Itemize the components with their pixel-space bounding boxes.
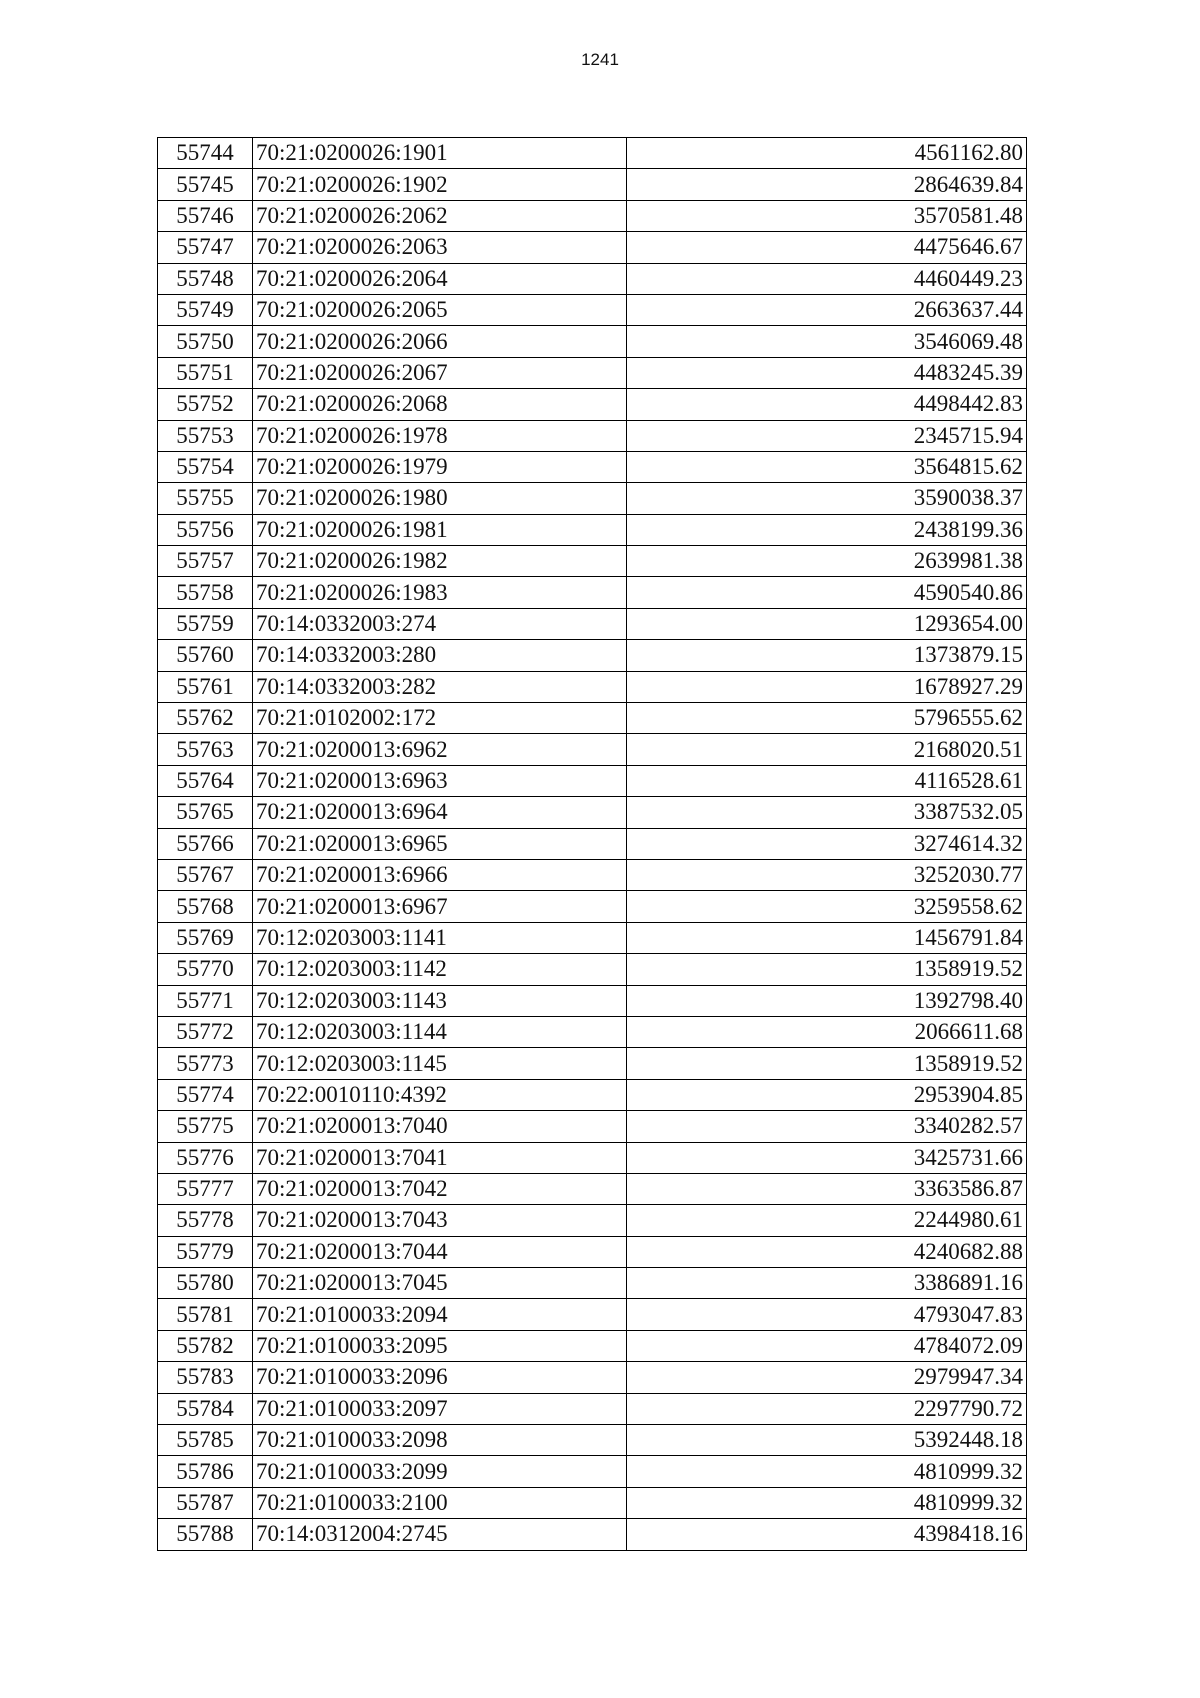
cadastral-value-cell: 1392798.40 (627, 985, 1027, 1016)
row-number-cell: 55767 (158, 859, 253, 890)
cadastral-number-cell: 70:12:0203003:1145 (253, 1048, 627, 1079)
cadastral-value-cell: 2639981.38 (627, 546, 1027, 577)
table-row (158, 765, 1027, 796)
row-number-cell: 55755 (158, 483, 253, 514)
cadastral-value-cell: 2438199.36 (627, 514, 1027, 545)
cadastral-number-cell: 70:12:0203003:1142 (253, 954, 627, 985)
cadastral-number-cell: 70:21:0200026:2064 (253, 263, 627, 294)
table-row (158, 326, 1027, 357)
row-number-cell: 55765 (158, 797, 253, 828)
row-number-cell: 55788 (158, 1519, 253, 1550)
cadastral-value-cell: 1358919.52 (627, 954, 1027, 985)
cadastral-value-cell: 1456791.84 (627, 922, 1027, 953)
row-number-cell: 55784 (158, 1393, 253, 1424)
cadastral-value-cell: 2168020.51 (627, 734, 1027, 765)
cadastral-number-cell: 70:21:0200026:1981 (253, 514, 627, 545)
table-row (158, 451, 1027, 482)
cadastral-number-cell: 70:21:0200026:2067 (253, 357, 627, 388)
row-number-cell: 55745 (158, 169, 253, 200)
table-row (158, 985, 1027, 1016)
cadastral-value-cell: 3252030.77 (627, 859, 1027, 890)
table-row (158, 734, 1027, 765)
table-row (158, 232, 1027, 263)
table-row (158, 169, 1027, 200)
cadastral-value-cell: 2066611.68 (627, 1016, 1027, 1047)
cadastral-number-cell: 70:21:0100033:2099 (253, 1456, 627, 1487)
cadastral-number-cell: 70:21:0200013:7044 (253, 1236, 627, 1267)
cadastral-number-cell: 70:14:0332003:280 (253, 640, 627, 671)
row-number-cell: 55750 (158, 326, 253, 357)
row-number-cell: 55771 (158, 985, 253, 1016)
cadastral-value-cell: 3340282.57 (627, 1111, 1027, 1142)
cadastral-number-cell: 70:21:0200026:1902 (253, 169, 627, 200)
cadastral-value-cell: 4561162.80 (627, 138, 1027, 169)
cadastral-number-cell: 70:12:0203003:1141 (253, 922, 627, 953)
cadastral-value-cell: 2663637.44 (627, 294, 1027, 325)
table-row (158, 671, 1027, 702)
cadastral-number-cell: 70:22:0010110:4392 (253, 1079, 627, 1110)
table-row (158, 608, 1027, 639)
page-number: 1241 (581, 50, 619, 69)
cadastral-value-cell: 4810999.32 (627, 1456, 1027, 1487)
cadastral-number-cell: 70:21:0100033:2097 (253, 1393, 627, 1424)
cadastral-value-cell: 1373879.15 (627, 640, 1027, 671)
row-number-cell: 55781 (158, 1299, 253, 1330)
row-number-cell: 55752 (158, 389, 253, 420)
row-number-cell: 55773 (158, 1048, 253, 1079)
row-number-cell: 55763 (158, 734, 253, 765)
cadastral-number-cell: 70:21:0200013:7045 (253, 1268, 627, 1299)
row-number-cell: 55777 (158, 1173, 253, 1204)
cadastral-number-cell: 70:21:0200026:2063 (253, 232, 627, 263)
row-number-cell: 55768 (158, 891, 253, 922)
row-number-cell: 55770 (158, 954, 253, 985)
cadastral-value-cell: 1358919.52 (627, 1048, 1027, 1079)
table-row (158, 797, 1027, 828)
row-number-cell: 55748 (158, 263, 253, 294)
cadastral-number-cell: 70:21:0200013:6966 (253, 859, 627, 890)
cadastral-number-cell: 70:21:0200013:6965 (253, 828, 627, 859)
cadastral-value-cell: 3425731.66 (627, 1142, 1027, 1173)
row-number-cell: 55761 (158, 671, 253, 702)
cadastral-value-cell: 4793047.83 (627, 1299, 1027, 1330)
row-number-cell: 55756 (158, 514, 253, 545)
row-number-cell: 55744 (158, 138, 253, 169)
cadastral-value-cell: 4475646.67 (627, 232, 1027, 263)
row-number-cell: 55754 (158, 451, 253, 482)
table-row (158, 703, 1027, 734)
cadastral-value-cell: 3387532.05 (627, 797, 1027, 828)
table-row (158, 1425, 1027, 1456)
cadastral-number-cell: 70:21:0100033:2095 (253, 1330, 627, 1361)
cadastral-value-cell: 1293654.00 (627, 608, 1027, 639)
cadastral-value-cell: 4240682.88 (627, 1236, 1027, 1267)
cadastral-number-cell: 70:12:0203003:1143 (253, 985, 627, 1016)
table-row (158, 294, 1027, 325)
cadastral-number-cell: 70:21:0200013:7040 (253, 1111, 627, 1142)
cadastral-number-cell: 70:21:0200013:6963 (253, 765, 627, 796)
table-row (158, 1048, 1027, 1079)
cadastral-value-cell: 3564815.62 (627, 451, 1027, 482)
table-row (158, 954, 1027, 985)
cadastral-number-cell: 70:21:0200026:1982 (253, 546, 627, 577)
cadastral-value-cell: 3363586.87 (627, 1173, 1027, 1204)
cadastral-value-cell: 2864639.84 (627, 169, 1027, 200)
table-row (158, 1393, 1027, 1424)
table-row (158, 1236, 1027, 1267)
row-number-cell: 55764 (158, 765, 253, 796)
row-number-cell: 55778 (158, 1205, 253, 1236)
table-row (158, 420, 1027, 451)
table-row (158, 1456, 1027, 1487)
cadastral-number-cell: 70:21:0200026:1901 (253, 138, 627, 169)
row-number-cell: 55774 (158, 1079, 253, 1110)
cadastral-value-cell: 1678927.29 (627, 671, 1027, 702)
cadastral-number-cell: 70:21:0100033:2094 (253, 1299, 627, 1330)
cadastral-value-cell: 4398418.16 (627, 1519, 1027, 1550)
cadastral-value-cell: 4590540.86 (627, 577, 1027, 608)
cadastral-value-cell: 4784072.09 (627, 1330, 1027, 1361)
cadastral-value-cell: 3259558.62 (627, 891, 1027, 922)
cadastral-value-cell: 3546069.48 (627, 326, 1027, 357)
cadastral-value-cell: 4460449.23 (627, 263, 1027, 294)
cadastral-value-cell: 4810999.32 (627, 1487, 1027, 1518)
cadastral-value-cell: 4116528.61 (627, 765, 1027, 796)
table-row (158, 859, 1027, 890)
row-number-cell: 55787 (158, 1487, 253, 1518)
cadastral-value-cell: 2953904.85 (627, 1079, 1027, 1110)
cadastral-value-cell: 3386891.16 (627, 1268, 1027, 1299)
cadastral-value-cell: 5796555.62 (627, 703, 1027, 734)
table-row (158, 263, 1027, 294)
cadastral-number-cell: 70:21:0200013:6967 (253, 891, 627, 922)
table-row (158, 546, 1027, 577)
cadastral-value-cell: 3274614.32 (627, 828, 1027, 859)
cadastral-number-cell: 70:12:0203003:1144 (253, 1016, 627, 1047)
cadastral-number-cell: 70:21:0200026:2062 (253, 200, 627, 231)
cadastral-number-cell: 70:21:0200013:7043 (253, 1205, 627, 1236)
row-number-cell: 55747 (158, 232, 253, 263)
row-number-cell: 55753 (158, 420, 253, 451)
cadastral-number-cell: 70:21:0200013:6962 (253, 734, 627, 765)
cadastral-number-cell: 70:21:0100033:2098 (253, 1425, 627, 1456)
cadastral-value-cell: 2244980.61 (627, 1205, 1027, 1236)
cadastral-number-cell: 70:14:0332003:282 (253, 671, 627, 702)
cadastral-number-cell: 70:21:0100033:2100 (253, 1487, 627, 1518)
row-number-cell: 55759 (158, 608, 253, 639)
table-row (158, 357, 1027, 388)
table-row (158, 828, 1027, 859)
table-row (158, 1330, 1027, 1361)
table-row (158, 1205, 1027, 1236)
table-row (158, 514, 1027, 545)
row-number-cell: 55758 (158, 577, 253, 608)
cadastral-value-cell: 3590038.37 (627, 483, 1027, 514)
table-row (158, 922, 1027, 953)
table-row (158, 483, 1027, 514)
cadastral-value-cell: 2297790.72 (627, 1393, 1027, 1424)
cadastral-number-cell: 70:21:0200026:1979 (253, 451, 627, 482)
cadastral-number-cell: 70:14:0332003:274 (253, 608, 627, 639)
table-row (158, 1111, 1027, 1142)
table-row (158, 1362, 1027, 1393)
row-number-cell: 55779 (158, 1236, 253, 1267)
table-row (158, 577, 1027, 608)
cadastral-value-cell: 5392448.18 (627, 1425, 1027, 1456)
row-number-cell: 55780 (158, 1268, 253, 1299)
cadastral-number-cell: 70:21:0200013:6964 (253, 797, 627, 828)
row-number-cell: 55760 (158, 640, 253, 671)
row-number-cell: 55751 (158, 357, 253, 388)
table-row (158, 200, 1027, 231)
cadastral-number-cell: 70:14:0312004:2745 (253, 1519, 627, 1550)
table-row (158, 1487, 1027, 1518)
cadastral-number-cell: 70:21:0200026:1978 (253, 420, 627, 451)
table-row (158, 1079, 1027, 1110)
cadastral-number-cell: 70:21:0200026:1983 (253, 577, 627, 608)
cadastral-value-cell: 4483245.39 (627, 357, 1027, 388)
row-number-cell: 55762 (158, 703, 253, 734)
table-row (158, 1299, 1027, 1330)
row-number-cell: 55782 (158, 1330, 253, 1361)
table-row (158, 1268, 1027, 1299)
table-row (158, 640, 1027, 671)
cadastral-number-cell: 70:21:0200013:7041 (253, 1142, 627, 1173)
table-row (158, 891, 1027, 922)
table-row (158, 1173, 1027, 1204)
table-row (158, 138, 1027, 169)
cadastral-number-cell: 70:21:0102002:172 (253, 703, 627, 734)
row-number-cell: 55766 (158, 828, 253, 859)
cadastral-number-cell: 70:21:0200026:2066 (253, 326, 627, 357)
cadastral-number-cell: 70:21:0200026:2068 (253, 389, 627, 420)
row-number-cell: 55775 (158, 1111, 253, 1142)
cadastral-number-cell: 70:21:0200026:1980 (253, 483, 627, 514)
table-row (158, 1519, 1027, 1550)
row-number-cell: 55749 (158, 294, 253, 325)
table-body (158, 138, 1027, 1551)
row-number-cell: 55769 (158, 922, 253, 953)
table-row (158, 1016, 1027, 1047)
cadastral-value-table (157, 137, 1027, 1551)
cadastral-value-cell: 4498442.83 (627, 389, 1027, 420)
row-number-cell: 55757 (158, 546, 253, 577)
cadastral-number-cell: 70:21:0200013:7042 (253, 1173, 627, 1204)
row-number-cell: 55772 (158, 1016, 253, 1047)
row-number-cell: 55783 (158, 1362, 253, 1393)
cadastral-value-cell: 2979947.34 (627, 1362, 1027, 1393)
row-number-cell: 55776 (158, 1142, 253, 1173)
cadastral-value-cell: 3570581.48 (627, 200, 1027, 231)
cadastral-number-cell: 70:21:0100033:2096 (253, 1362, 627, 1393)
row-number-cell: 55746 (158, 200, 253, 231)
table-row (158, 389, 1027, 420)
cadastral-number-cell: 70:21:0200026:2065 (253, 294, 627, 325)
row-number-cell: 55785 (158, 1425, 253, 1456)
table-row (158, 1142, 1027, 1173)
cadastral-value-cell: 2345715.94 (627, 420, 1027, 451)
row-number-cell: 55786 (158, 1456, 253, 1487)
